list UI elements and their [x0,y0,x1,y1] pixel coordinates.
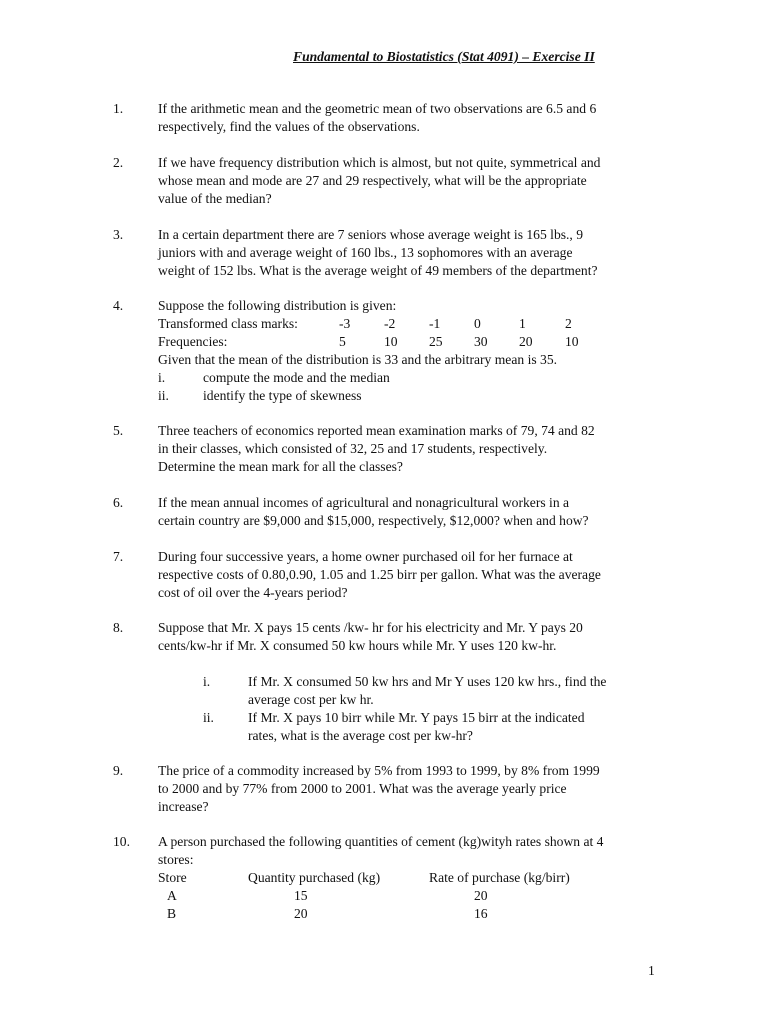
table-cell: 20 [474,888,488,903]
sub-item-text: If Mr. X pays 10 birr while Mr. Y pays 15 birr at the indicated [248,710,585,725]
table-cell: -2 [384,316,396,331]
sub-item-text: If Mr. X consumed 50 kw hrs and Mr Y uses 120 kw hrs., find the [248,674,607,689]
table-cell: B [167,906,177,921]
question-text-line: Suppose that Mr. X pays 15 cents /kw- hr for his electricity and Mr. Y pays 20 [158,620,583,635]
question-text-line: certain country are $9,000 and $15,000, respectively, $12,000? when and how? [158,513,589,528]
sub-item-text: rates, what is the average cost per kw-hr? [248,728,473,743]
question-text-line: If the mean annual incomes of agricultural and nonagricultural workers in a [158,495,570,510]
question-text-line: If the arithmetic mean and the geometric mean of two observations are 6.5 and 6 [158,101,597,116]
sub-item [158,709,658,745]
distribution-row-frequencies [158,333,658,351]
question-text-line: in their classes, which consisted of 32, 25 and 17 students, respectively. [158,441,548,456]
table-cell: 10 [384,334,398,349]
table-cell: -3 [339,316,351,331]
question-text-line: If we have frequency distribution which is almost, but not quite, symmetrical and [158,155,601,170]
question-number: 4. [113,298,124,313]
question-text-line: value of the median? [158,191,272,206]
question-number: 5. [113,423,124,438]
sub-item-number: i. [203,674,211,689]
question-text-line: weight of 152 lbs. What is the average weight of 49 members of the department? [158,263,598,278]
sub-item [158,673,658,709]
column-header: Rate of purchase (kg/birr) [429,870,570,885]
question-number: 1. [113,101,124,116]
question-text-line: During four successive years, a home owner purchased oil for her furnace at [158,549,573,564]
table-cell: 0 [474,316,481,331]
sub-item-number: ii. [158,388,169,403]
table-cell: 10 [565,334,579,349]
question-number: 10. [113,834,130,849]
question-text-line: The price of a commodity increased by 5% from 1993 to 1999, by 8% from 1999 [158,763,600,778]
question-text-line: Determine the mean mark for all the classes? [158,459,403,474]
question-text-line: Given that the mean of the distribution is 33 and the arbitrary mean is 35. [158,352,558,367]
table-cell: 5 [339,334,346,349]
question-text-line: cost of oil over the 4-years period? [158,585,348,600]
table-cell: 15 [294,888,308,903]
table-cell: 20 [294,906,308,921]
table-cell: 20 [519,334,533,349]
question-number: 7. [113,549,124,564]
row-label: Transformed class marks: [158,316,298,331]
question-text-line: stores: [158,852,194,867]
sub-item-number: i. [158,370,166,385]
question-text-line: respective costs of 0.80,0.90, 1.05 and 1.25 birr per gallon. What was the average [158,567,601,582]
table-cell: -1 [429,316,441,331]
question-text-line: A person purchased the following quantities of cement (kg)wityh rates shown at 4 [158,834,604,849]
sub-item-text: identify the type of skewness [203,388,362,403]
table-cell: 2 [565,316,572,331]
question-text-line: Three teachers of economics reported mean examination marks of 79, 74 and 82 [158,423,595,438]
question-text-line: respectively, find the values of the observations. [158,119,420,134]
question-text-line: In a certain department there are 7 seniors whose average weight is 165 lbs., 9 [158,227,584,242]
column-header: Quantity purchased (kg) [248,870,381,885]
question-text-line: cents/kw-hr if Mr. X consumed 50 kw hours while Mr. Y uses 120 kw-hr. [158,638,557,653]
question-text-line: increase? [158,799,209,814]
table-cell: 1 [519,316,526,331]
question-number: 9. [113,763,124,778]
sub-item-number: ii. [203,710,214,725]
page-number: 1 [648,963,655,978]
table-cell: 16 [474,906,488,921]
page-title: Fundamental to Biostatistics (Stat 4091) – Exercise II [293,49,595,64]
question-text-line: juniors with and average weight of 160 lbs., 13 sophomores with an average [158,245,573,260]
table-cell: 30 [474,334,488,349]
column-header: Store [158,870,187,885]
store-table-header [158,869,658,887]
question-text-line: to 2000 and by 77% from 2000 to 2001. What was the average yearly price [158,781,567,796]
table-row [158,905,658,923]
sub-item [158,369,658,387]
question-text-line: whose mean and mode are 27 and 29 respectively, what will be the appropriate [158,173,587,188]
sub-item-text: compute the mode and the median [203,370,390,385]
table-cell: A [167,888,177,903]
row-label: Frequencies: [158,334,228,349]
question-number: 3. [113,227,124,242]
question-text-line: Suppose the following distribution is given: [158,298,397,313]
question-number: 2. [113,155,124,170]
question-number: 6. [113,495,124,510]
table-cell: 25 [429,334,443,349]
sub-item-text: average cost per kw hr. [248,692,374,707]
table-row [158,887,658,905]
distribution-row-class-marks [158,315,658,333]
sub-item [158,387,658,405]
question-number: 8. [113,620,124,635]
